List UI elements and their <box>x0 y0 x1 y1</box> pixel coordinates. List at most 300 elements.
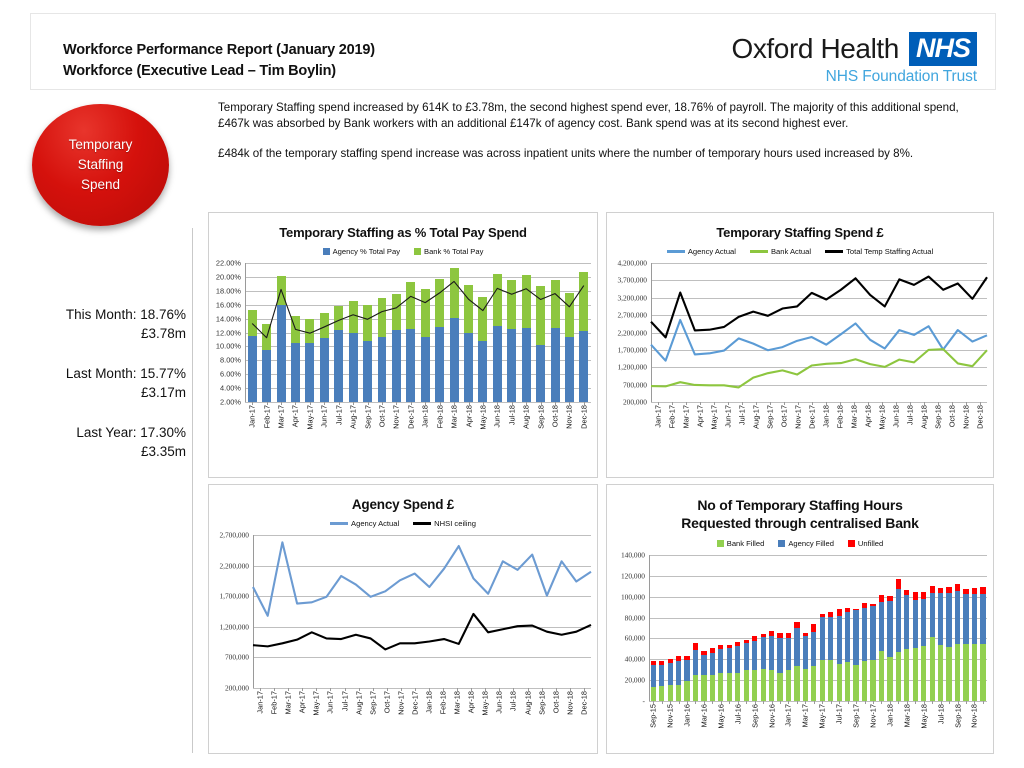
x-axis-tick-label: Aug-18 <box>523 691 533 715</box>
x-axis-tick-label: Oct-18 <box>947 405 957 428</box>
chart-title <box>607 496 993 532</box>
stacked-bar <box>887 596 892 701</box>
bar-slot <box>827 555 835 701</box>
x-axis-tick <box>784 701 792 761</box>
x-axis-tick <box>288 402 302 460</box>
bar-segment <box>946 593 951 648</box>
bar-segment <box>870 606 875 660</box>
bar-segment <box>803 636 808 669</box>
y-axis-tick-label: 60,000 <box>624 633 645 643</box>
bar-segment <box>870 660 875 701</box>
bar-slot <box>852 555 860 701</box>
x-axis-tick <box>763 402 777 460</box>
bar-segment <box>896 652 901 701</box>
y-axis-tick-label: 3,200,000 <box>617 293 647 303</box>
bar-slot <box>649 555 657 701</box>
bar-segment <box>794 628 799 666</box>
bar-slot <box>877 555 885 701</box>
x-axis-tick <box>360 402 374 460</box>
y-axis-tick-label: 2.00% <box>220 397 241 407</box>
bar-segment <box>651 687 656 701</box>
chart-temporary-staffing-pct-total-pay <box>208 212 598 478</box>
x-axis-tick-label: Aug-18 <box>919 405 929 429</box>
stacked-bar <box>837 609 842 701</box>
bar-segment <box>752 670 757 701</box>
bar-segment <box>769 670 774 701</box>
kpi-last-month-label: Last Month: 15.77% <box>65 366 186 381</box>
x-axis-tick-label: May-17 <box>709 405 719 430</box>
bar-segment <box>946 647 951 701</box>
chart-legend <box>607 247 993 256</box>
tick-mark <box>983 701 984 704</box>
tick-mark <box>814 701 815 704</box>
x-axis-tick <box>492 688 506 748</box>
bar-segment <box>786 670 791 701</box>
x-axis-tick-label: Jan-18 <box>424 691 434 714</box>
x-axis-tick-label: Jul-18 <box>936 704 946 725</box>
legend-item <box>750 247 811 256</box>
bar-segment <box>744 670 749 701</box>
bar-segment <box>845 612 850 662</box>
bar-segment <box>921 599 926 646</box>
x-axis-tick-label: Sep-18 <box>953 704 963 728</box>
tick-mark <box>848 701 849 704</box>
x-axis-tick-label: Dec-17 <box>410 691 420 715</box>
x-axis-tick-label: Nov-16 <box>767 704 777 728</box>
line-series <box>253 542 591 615</box>
x-axis-tick-label: Dec-17 <box>406 405 416 429</box>
x-axis-tick <box>461 402 475 460</box>
x-axis-tick-label: Mar-17 <box>681 405 691 429</box>
stacked-bar <box>659 661 664 701</box>
y-axis-tick-label: 16.00% <box>215 300 241 310</box>
x-axis-tick-label: Mar-17 <box>283 691 293 715</box>
bar-segment <box>904 649 909 701</box>
bar-slot <box>683 555 691 701</box>
x-axis-tick-label: Jan-17 <box>783 704 793 727</box>
x-axis-tick-label: May-18 <box>877 405 887 430</box>
stacked-bar <box>828 612 833 701</box>
bar-segment <box>845 662 850 701</box>
badge-label-line-1: Temporary <box>68 137 133 152</box>
x-axis-tick-label: Jul-17 <box>737 405 747 426</box>
bar-slot <box>657 555 665 701</box>
stacked-bar <box>769 631 774 701</box>
x-axis-tick-label: May-16 <box>716 704 726 729</box>
x-axis-tick <box>835 701 843 761</box>
x-axis-tick <box>520 688 534 748</box>
stacked-bar <box>862 603 867 701</box>
x-axis-tick <box>777 402 791 460</box>
chart-title-line-2: Requested through centralised Bank <box>681 515 919 531</box>
bar-segment <box>930 593 935 637</box>
chart-temporary-staffing-hours <box>606 484 994 754</box>
x-axis-tick <box>683 701 691 761</box>
line-series <box>253 614 591 649</box>
x-axis-tick-label: Aug-17 <box>751 405 761 429</box>
bar-segment <box>837 609 842 616</box>
bar-slot <box>903 555 911 701</box>
x-axis-tick <box>700 701 708 761</box>
bar-segment <box>710 653 715 676</box>
x-axis-tick-label: May-17 <box>817 704 827 729</box>
stacked-bar <box>803 633 808 701</box>
bar-slot <box>691 555 699 701</box>
x-axis-tick-label: Apr-17 <box>297 691 307 714</box>
report-title-line-1: Workforce Performance Report (January 2019) <box>63 42 375 58</box>
legend-swatch-icon <box>778 540 785 547</box>
x-axis-tick <box>295 688 309 748</box>
x-axis-tick-label: Mar-17 <box>276 405 286 429</box>
x-axis-tick <box>366 688 380 748</box>
stacked-bar <box>710 648 715 701</box>
bar-segment <box>744 643 749 671</box>
x-axis-tick <box>478 688 492 748</box>
legend-item <box>667 247 736 256</box>
chart-title: Temporary Staffing Spend £ <box>716 225 884 240</box>
stacked-bar <box>761 634 766 701</box>
x-axis-tick-label: Feb-18 <box>435 405 445 429</box>
x-axis-tick <box>819 402 833 460</box>
x-axis-tick-label: May-17 <box>311 691 321 716</box>
legend-swatch-icon <box>323 248 330 255</box>
bar-segment <box>693 643 698 650</box>
x-axis-tick-label: May-18 <box>919 704 929 729</box>
temporary-staffing-spend-badge <box>32 104 169 226</box>
x-axis-tick-label: Mar-18 <box>902 704 912 728</box>
x-axis-tick <box>973 402 987 460</box>
x-axis-tick-label: Nov-17 <box>793 405 803 429</box>
x-axis-tick-label: Nov-18 <box>565 691 575 715</box>
line-series-layer <box>253 535 591 688</box>
x-axis-tick <box>450 688 464 748</box>
bar-segment <box>701 675 706 701</box>
bar-segment <box>955 644 960 701</box>
x-axis-tick-label: Jun-18 <box>891 405 901 428</box>
legend-item <box>825 247 933 256</box>
x-axis-tick-label: Apr-18 <box>863 405 873 428</box>
bar-segment <box>701 655 706 675</box>
bar-segment <box>963 594 968 644</box>
y-axis-tick-label: 4.00% <box>220 383 241 393</box>
x-axis-tick <box>749 402 763 460</box>
bar-segment <box>820 660 825 701</box>
x-axis-tick-label: Feb-18 <box>835 405 845 429</box>
x-axis-tick <box>436 688 450 748</box>
x-axis-tick-label: Dec-18 <box>975 405 985 429</box>
x-axis-tick-label: May-18 <box>480 691 490 716</box>
x-axis-tick <box>791 402 805 460</box>
badge-label-line-2: Staffing <box>77 157 124 172</box>
x-axis-tick-label: Jul-16 <box>733 704 743 725</box>
narrative-paragraph-2: £484k of the temporary staffing spend increase was across inpatient units where the number of temporary hours used increased by 8%. <box>218 146 914 160</box>
x-axis-labels <box>651 402 987 460</box>
x-axis-tick <box>945 402 959 460</box>
stacked-bar <box>820 614 825 701</box>
y-axis-tick-label: 8.00% <box>220 355 241 365</box>
x-axis-tick-label: Jul-18 <box>905 405 915 426</box>
legend-label: Unfilled <box>857 539 884 548</box>
x-axis-tick-label: Oct-17 <box>779 405 789 428</box>
bar-slot <box>666 555 674 701</box>
stacked-bar <box>752 636 757 701</box>
x-axis-tick-label: Feb-17 <box>667 405 677 429</box>
y-axis-tick-label: 40,000 <box>624 654 645 664</box>
x-axis-tick <box>717 701 725 761</box>
bar-segment <box>676 685 681 701</box>
x-axis-tick <box>707 402 721 460</box>
stacked-bar <box>794 622 799 701</box>
x-axis-tick <box>861 402 875 460</box>
stacked-bar <box>668 659 673 701</box>
x-axis-tick <box>317 402 331 460</box>
x-axis-tick-label: Sep-17 <box>765 405 775 429</box>
stacked-bar <box>853 609 858 701</box>
bar-segment <box>820 617 825 660</box>
bar-slot <box>886 555 894 701</box>
chart-title: Temporary Staffing as % Total Pay Spend <box>279 225 527 240</box>
tick-mark <box>662 701 663 704</box>
bar-segment <box>972 594 977 644</box>
x-axis-tick-label: Jul-17 <box>334 405 344 426</box>
tick-mark <box>746 701 747 704</box>
bar-slot <box>962 555 970 701</box>
stacked-bar <box>718 645 723 701</box>
bar-segment <box>811 666 816 701</box>
bar-segment <box>761 637 766 669</box>
line-series <box>651 320 987 361</box>
bar-segment <box>896 589 901 652</box>
x-axis-tick <box>750 701 758 761</box>
x-axis-tick <box>418 402 432 460</box>
stacked-bar <box>963 589 968 701</box>
bar-segment <box>761 669 766 701</box>
tick-mark <box>695 701 696 704</box>
bar-segment <box>693 675 698 701</box>
x-axis-tick <box>903 402 917 460</box>
bar-slot <box>700 555 708 701</box>
bar-segment <box>794 666 799 701</box>
x-axis-tick <box>533 402 547 460</box>
chart-plot-area <box>215 258 591 430</box>
stacked-bar <box>786 633 791 701</box>
x-axis-tick-label: Jan-17 <box>247 405 257 428</box>
x-axis-tick <box>759 701 767 761</box>
tick-mark <box>729 701 730 704</box>
legend-swatch-icon <box>750 250 768 253</box>
x-axis-tick-label: Sep-18 <box>537 691 547 715</box>
stacked-bar <box>777 633 782 701</box>
x-axis-tick-label: Mar-18 <box>452 691 462 715</box>
bar-segment <box>777 638 782 673</box>
y-axis-tick-label: 2,700,000 <box>617 310 647 320</box>
x-axis-tick-label: Aug-17 <box>354 691 364 715</box>
legend-label: Agency % Total Pay <box>332 247 400 256</box>
legend-label: Total Temp Staffing Actual <box>846 247 934 256</box>
bar-slot <box>911 555 919 701</box>
tick-mark <box>898 701 899 704</box>
x-axis-tick <box>931 402 945 460</box>
x-axis-tick <box>519 402 533 460</box>
x-axis-tick-label: May-17 <box>305 405 315 430</box>
bar-segment <box>930 637 935 701</box>
chart-title-line-1: No of Temporary Staffing Hours <box>697 497 903 513</box>
x-axis-tick <box>708 701 716 761</box>
y-axis-tick-label: 22.00% <box>215 258 241 268</box>
x-axis-tick <box>860 701 868 761</box>
bar-segment <box>853 610 858 665</box>
bar-slot <box>734 555 742 701</box>
legend-swatch-icon <box>414 248 421 255</box>
bar-slot <box>708 555 716 701</box>
trust-name: Oxford Health <box>731 33 899 64</box>
legend-label: Bank Filled <box>726 539 765 548</box>
nhs-logo: NHS <box>909 32 977 66</box>
bar-slot <box>801 555 809 701</box>
x-axis-tick <box>852 701 860 761</box>
bar-segment <box>803 669 808 701</box>
bar-segment <box>879 602 884 651</box>
bar-slot <box>928 555 936 701</box>
legend-label: Agency Actual <box>687 247 736 256</box>
bar-segment <box>837 664 842 701</box>
y-axis-tick-label: 80,000 <box>624 613 645 623</box>
y-axis-tick-label: 18.00% <box>215 286 241 296</box>
x-axis-tick <box>422 688 436 748</box>
x-axis-tick <box>920 701 928 761</box>
y-axis-tick-label: 140,000 <box>620 550 645 560</box>
stacked-bar <box>701 651 706 701</box>
y-axis-tick-label: 1,200,000 <box>219 622 249 632</box>
y-axis-tick-label: 6.00% <box>220 369 241 379</box>
x-axis-tick <box>691 701 699 761</box>
bar-segment <box>938 645 943 701</box>
bar-segment <box>913 592 918 600</box>
x-axis-tick-label: Sep-17 <box>368 691 378 715</box>
x-axis-tick-label: Dec-18 <box>579 691 589 715</box>
x-axis-tick-label: Oct-17 <box>377 405 387 428</box>
y-axis-tick-label: 200,000 <box>622 397 647 407</box>
x-axis-tick <box>818 701 826 761</box>
x-axis-tick <box>404 402 418 460</box>
y-axis-tick-label: 700,000 <box>622 380 647 390</box>
x-axis-tick-label: Oct-18 <box>550 405 560 428</box>
x-axis-tick-label: Dec-18 <box>579 405 589 429</box>
legend-swatch-icon <box>413 522 431 525</box>
trust-branding <box>731 32 977 86</box>
legend-label: Bank Actual <box>770 247 812 256</box>
stacked-bar <box>930 586 935 701</box>
bar-slot <box>869 555 877 701</box>
stacked-bar <box>955 584 960 701</box>
y-axis-tick-label: 1,700,000 <box>617 345 647 355</box>
legend-label: Bank % Total Pay <box>424 247 484 256</box>
x-axis-tick-label: Feb-18 <box>438 691 448 715</box>
bar-segment <box>904 595 909 650</box>
legend-item <box>323 247 400 256</box>
x-axis-tick <box>535 688 549 748</box>
line-series-layer <box>651 263 987 402</box>
bar-segment <box>659 665 664 687</box>
x-axis-tick <box>375 402 389 460</box>
x-axis-tick-label: Jun-18 <box>494 691 504 714</box>
bar-segment <box>710 675 715 701</box>
x-axis-tick-label: Aug-17 <box>348 405 358 429</box>
x-axis-tick <box>476 402 490 460</box>
bar-segment <box>887 601 892 657</box>
x-axis-tick <box>734 701 742 761</box>
x-axis-tick-label: Apr-17 <box>695 405 705 428</box>
tick-mark <box>797 701 798 704</box>
x-axis-tick-label: Nov-15 <box>665 704 675 728</box>
stacked-bar <box>845 608 850 701</box>
x-axis-tick-label: Feb-17 <box>269 691 279 715</box>
x-axis-tick-label: Feb-17 <box>262 405 272 429</box>
stacked-bar <box>946 587 951 701</box>
x-axis-tick-label: Jun-17 <box>723 405 733 428</box>
stacked-bar <box>870 604 875 701</box>
y-axis-tick-label: 10.00% <box>215 341 241 351</box>
x-axis-tick-label: Nov-18 <box>969 704 979 728</box>
y-axis-tick-label: 700,000 <box>224 652 249 662</box>
x-axis-tick <box>917 402 931 460</box>
x-axis-tick <box>693 402 707 460</box>
x-axis-labels <box>245 402 591 460</box>
y-axis-tick-label: 2,200,000 <box>219 561 249 571</box>
line-series <box>651 277 987 338</box>
x-axis-tick-label: Jun-17 <box>325 691 335 714</box>
chart-title: Agency Spend £ <box>351 497 455 512</box>
x-axis-tick <box>549 688 563 748</box>
bar-slot <box>953 555 961 701</box>
x-axis-tick <box>847 402 861 460</box>
x-axis-tick <box>894 701 902 761</box>
bar-segment <box>862 661 867 701</box>
chart-legend <box>209 519 597 528</box>
bar-segment <box>930 586 935 593</box>
line-series-layer <box>245 263 591 402</box>
x-axis-tick-label: Apr-18 <box>466 691 476 714</box>
bar-slot <box>810 555 818 701</box>
y-axis-tick-label: 200,000 <box>224 683 249 693</box>
report-header <box>30 13 996 90</box>
report-title-line-2: Workforce (Executive Lead – Tim Boylin) <box>63 63 336 79</box>
legend-swatch-icon <box>848 540 855 547</box>
bar-slot <box>818 555 826 701</box>
bar-slot <box>979 555 987 701</box>
legend-label: Agency Filled <box>788 539 834 548</box>
bar-segment <box>752 641 757 670</box>
bar-segment <box>684 660 689 681</box>
x-axis-tick-label: Jan-17 <box>653 405 663 428</box>
x-axis-tick <box>563 688 577 748</box>
kpi-summary <box>22 305 186 461</box>
legend-label: Agency Actual <box>351 519 400 528</box>
bar-segment <box>828 617 833 660</box>
tick-mark <box>949 701 950 704</box>
trust-subtitle: NHS Foundation Trust <box>825 68 977 85</box>
y-axis-tick-label: 1,700,000 <box>219 591 249 601</box>
x-axis-tick-label: Dec-17 <box>807 405 817 429</box>
x-axis-tick <box>875 402 889 460</box>
kpi-last-year <box>22 423 186 461</box>
bar-slot <box>742 555 750 701</box>
x-axis-tick-label: Nov-18 <box>961 405 971 429</box>
x-axis-tick-label: Jun-18 <box>492 405 502 428</box>
x-axis-tick <box>953 701 961 761</box>
bar-slot <box>843 555 851 701</box>
badge-label <box>69 135 133 195</box>
